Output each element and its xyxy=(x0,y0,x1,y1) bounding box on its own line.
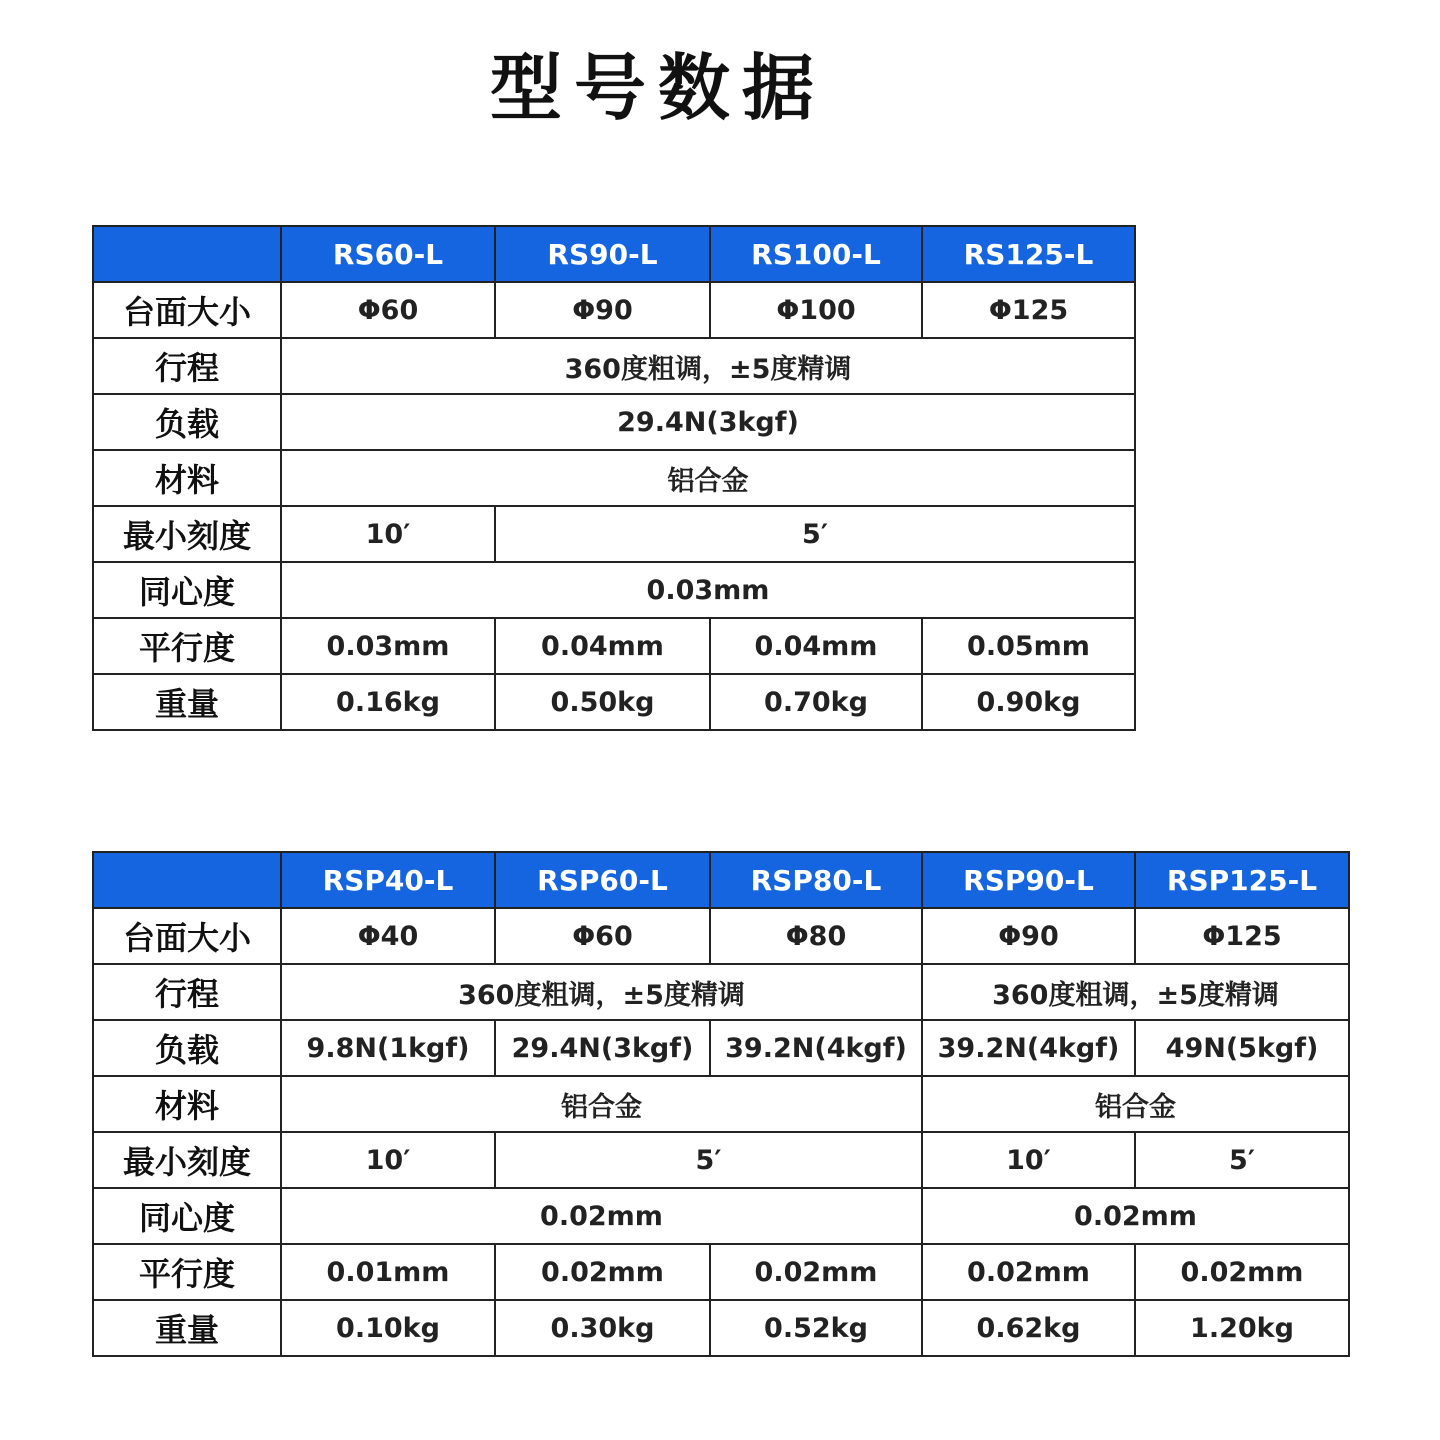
table-header-row xyxy=(93,226,1135,282)
table-cell: 9.8N(1kgf) xyxy=(281,1020,495,1076)
table-cell: 360度粗调，±5度精调 xyxy=(922,964,1349,1020)
table-cell: Φ90 xyxy=(495,282,710,338)
table-cell: 5′ xyxy=(495,1132,922,1188)
spec-table-rsp xyxy=(92,851,1350,1357)
table-row xyxy=(93,450,1135,506)
table-row xyxy=(93,908,1349,964)
table-cell: Φ100 xyxy=(710,282,922,338)
table-cell: 0.02mm xyxy=(1135,1244,1349,1300)
table-cell: 0.02mm xyxy=(495,1244,710,1300)
table-row xyxy=(93,1188,1349,1244)
spec-table-rs xyxy=(92,225,1136,731)
table-cell: 10′ xyxy=(281,1132,495,1188)
table-cell: 0.04mm xyxy=(495,618,710,674)
table-row xyxy=(93,562,1135,618)
table-cell: 0.62kg xyxy=(922,1300,1135,1356)
row-label-load: 负载 xyxy=(93,394,281,450)
table-cell: 0.02mm xyxy=(281,1188,922,1244)
table-cell: Φ125 xyxy=(1135,908,1349,964)
row-label-travel: 行程 xyxy=(93,338,281,394)
table-cell: Φ80 xyxy=(710,908,922,964)
table-cell: 0.02mm xyxy=(710,1244,922,1300)
table-cell: 5′ xyxy=(1135,1132,1349,1188)
table-cell: 0.16kg xyxy=(281,674,495,730)
table-cell: 0.90kg xyxy=(922,674,1135,730)
table-row xyxy=(93,964,1349,1020)
table-cell: 铝合金 xyxy=(922,1076,1349,1132)
row-label-concentricity: 同心度 xyxy=(93,1188,281,1244)
table-cell: 0.30kg xyxy=(495,1300,710,1356)
row-label-travel: 行程 xyxy=(93,964,281,1020)
table-cell: 39.2N(4kgf) xyxy=(922,1020,1135,1076)
row-label-weight: 重量 xyxy=(93,674,281,730)
table-cell: 0.10kg xyxy=(281,1300,495,1356)
table-cell: Φ40 xyxy=(281,908,495,964)
table-row xyxy=(93,674,1135,730)
row-label-scale: 最小刻度 xyxy=(93,1132,281,1188)
model-header: RSP125-L xyxy=(1135,852,1349,908)
table-cell: 0.03mm xyxy=(281,562,1135,618)
model-header: RSP40-L xyxy=(281,852,495,908)
model-header: RS100-L xyxy=(710,226,922,282)
table-row xyxy=(93,1244,1349,1300)
row-label-size: 台面大小 xyxy=(93,282,281,338)
row-label-weight: 重量 xyxy=(93,1300,281,1356)
row-label-load: 负载 xyxy=(93,1020,281,1076)
table-row xyxy=(93,282,1135,338)
table-cell: 0.70kg xyxy=(710,674,922,730)
table-cell: 29.4N(3kgf) xyxy=(495,1020,710,1076)
table-cell: 1.20kg xyxy=(1135,1300,1349,1356)
model-header: RSP80-L xyxy=(710,852,922,908)
table-cell: 10′ xyxy=(922,1132,1135,1188)
model-header: RS90-L xyxy=(495,226,710,282)
table-cell: 39.2N(4kgf) xyxy=(710,1020,922,1076)
model-header: RSP90-L xyxy=(922,852,1135,908)
table-cell: 360度粗调，±5度精调 xyxy=(281,338,1135,394)
table-cell: 0.52kg xyxy=(710,1300,922,1356)
row-label-parallelism: 平行度 xyxy=(93,1244,281,1300)
table-cell: 0.05mm xyxy=(922,618,1135,674)
row-label-parallelism: 平行度 xyxy=(93,618,281,674)
table-cell: 0.02mm xyxy=(922,1244,1135,1300)
table-cell: 29.4N(3kgf) xyxy=(281,394,1135,450)
table-row xyxy=(93,394,1135,450)
table-cell: Φ90 xyxy=(922,908,1135,964)
table-cell: 0.50kg xyxy=(495,674,710,730)
model-header: RS60-L xyxy=(281,226,495,282)
header-corner xyxy=(93,852,281,908)
table-cell: 49N(5kgf) xyxy=(1135,1020,1349,1076)
row-label-concentricity: 同心度 xyxy=(93,562,281,618)
row-label-material: 材料 xyxy=(93,1076,281,1132)
table-cell: 10′ xyxy=(281,506,495,562)
table-row xyxy=(93,1132,1349,1188)
row-label-size: 台面大小 xyxy=(93,908,281,964)
row-label-scale: 最小刻度 xyxy=(93,506,281,562)
header-corner xyxy=(93,226,281,282)
table-cell: 铝合金 xyxy=(281,1076,922,1132)
table-row xyxy=(93,506,1135,562)
page-title: 型号数据 xyxy=(489,46,826,130)
table-row xyxy=(93,1020,1349,1076)
row-label-material: 材料 xyxy=(93,450,281,506)
model-header: RSP60-L xyxy=(495,852,710,908)
table-header-row xyxy=(93,852,1349,908)
table-cell: 0.03mm xyxy=(281,618,495,674)
table-cell: 5′ xyxy=(495,506,1135,562)
model-header: RS125-L xyxy=(922,226,1135,282)
table-cell: Φ60 xyxy=(495,908,710,964)
table-row xyxy=(93,338,1135,394)
table-row xyxy=(93,1300,1349,1356)
table-cell: 0.04mm xyxy=(710,618,922,674)
table-row xyxy=(93,1076,1349,1132)
table-cell: Φ60 xyxy=(281,282,495,338)
table-cell: 0.01mm xyxy=(281,1244,495,1300)
table-cell: 360度粗调，±5度精调 xyxy=(281,964,922,1020)
table-row xyxy=(93,618,1135,674)
table-cell: 铝合金 xyxy=(281,450,1135,506)
table-cell: 0.02mm xyxy=(922,1188,1349,1244)
table-cell: Φ125 xyxy=(922,282,1135,338)
